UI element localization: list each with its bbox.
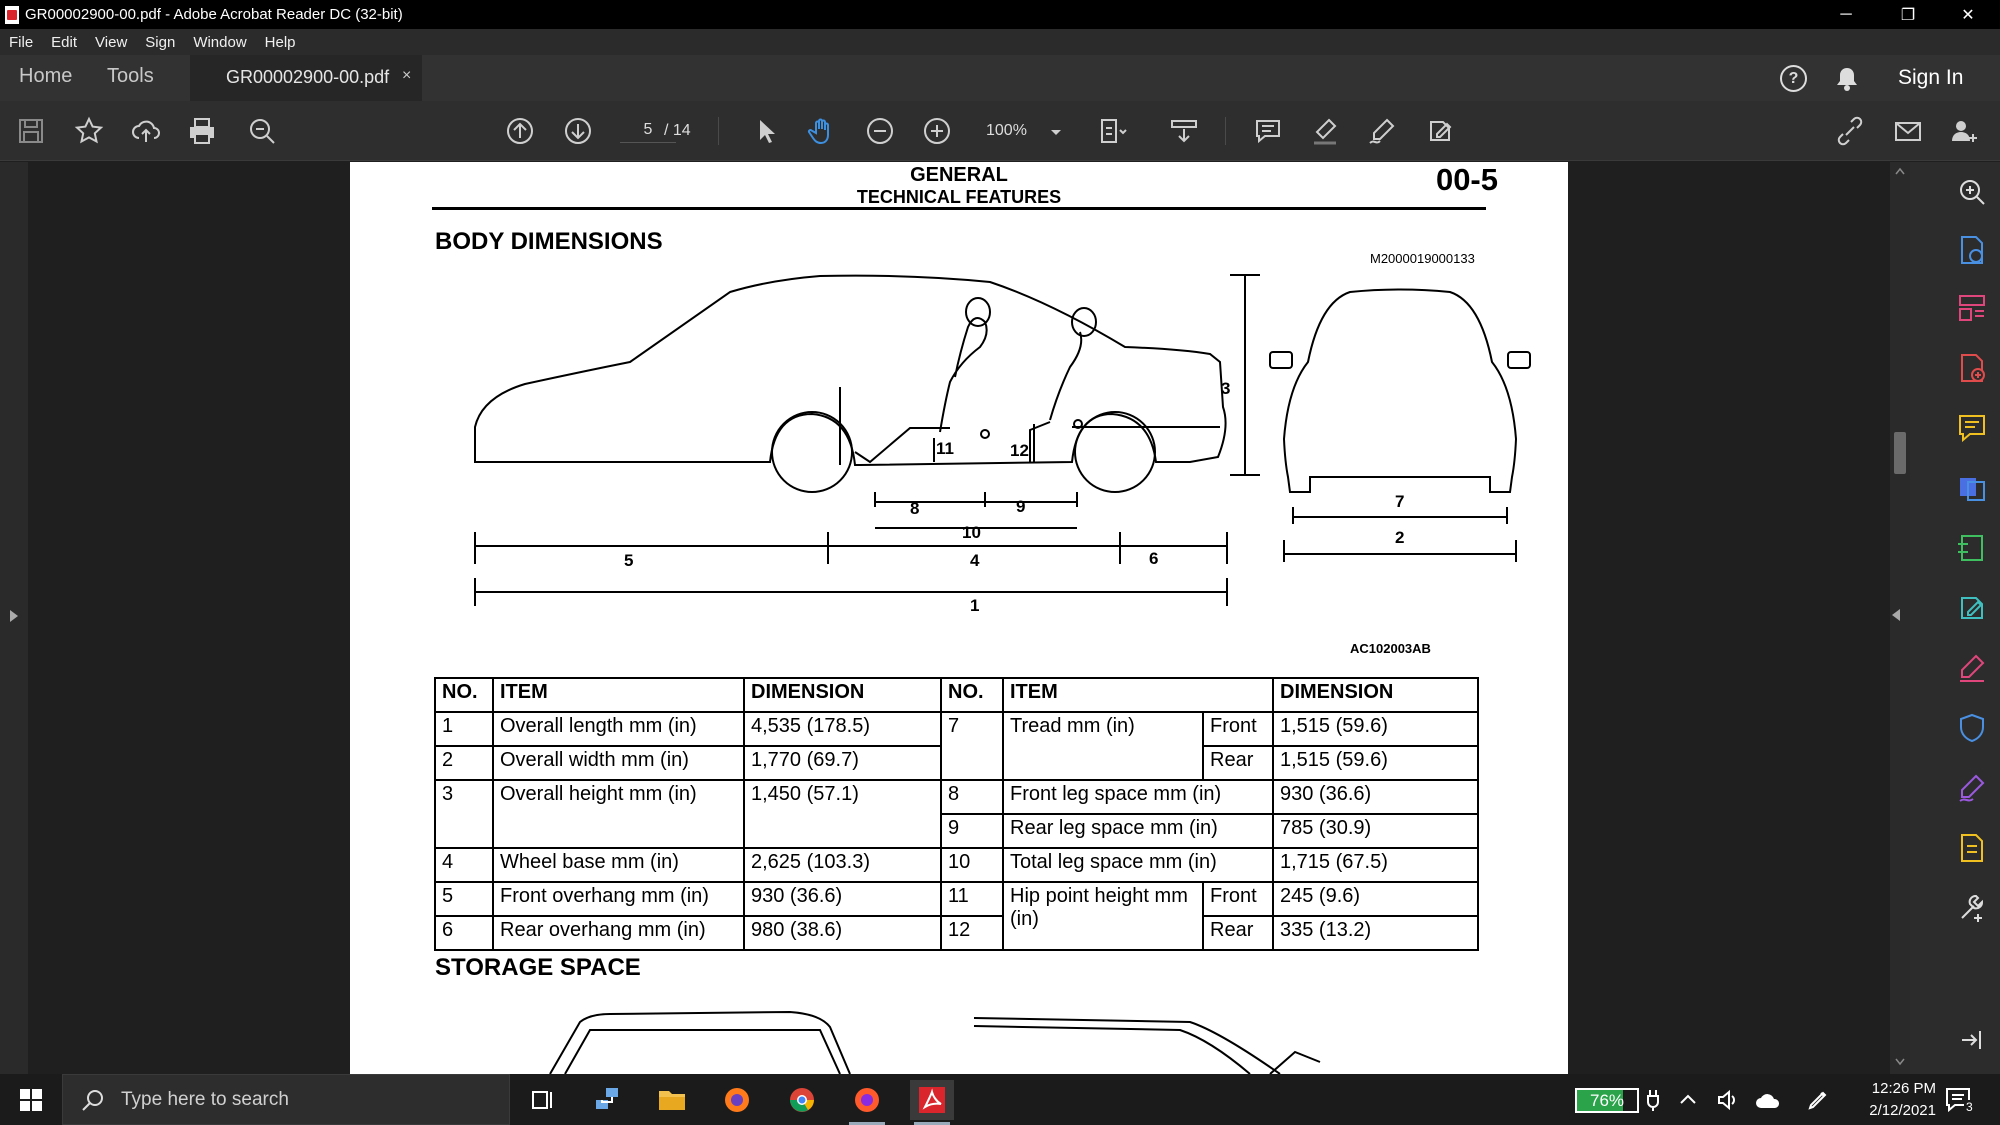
clock-date: 2/12/2021 xyxy=(1869,1102,1936,1119)
search-icon[interactable] xyxy=(1956,176,1988,208)
table-cell: 9 xyxy=(941,814,1003,848)
table-cell: Hip point height mm (in) xyxy=(1003,882,1203,950)
table-row xyxy=(435,780,1478,814)
acrobat-taskbar-icon[interactable] xyxy=(910,1080,954,1120)
plug-icon xyxy=(1646,1088,1660,1112)
header-technical-features: TECHNICAL FEATURES xyxy=(856,187,1062,207)
column-header: ITEM xyxy=(493,678,744,712)
fill-and-sign-icon[interactable] xyxy=(1956,652,1988,684)
table-cell: 1,450 (57.1) xyxy=(744,780,941,848)
pdf-page xyxy=(350,162,1568,1074)
table-cell: Front leg space mm (in) xyxy=(1003,780,1273,814)
page-number-input[interactable]: 5 xyxy=(620,121,676,143)
hand-tool-icon[interactable] xyxy=(806,115,838,147)
dimensions-table xyxy=(434,677,1479,951)
menu-view[interactable]: View xyxy=(95,33,128,51)
close-tab-button[interactable]: × xyxy=(402,67,412,84)
acrobat-pdf-icon xyxy=(5,6,19,24)
table-cell: 1,515 (59.6) xyxy=(1273,712,1478,746)
menu-bar xyxy=(0,29,2000,55)
export-pdf-icon[interactable] xyxy=(1956,234,1988,266)
section-title-body-dimensions: BODY DIMENSIONS xyxy=(435,228,663,255)
table-cell: Overall width mm (in) xyxy=(493,746,744,780)
document-tab-label: GR00002900-00.pdf xyxy=(226,67,390,87)
edit-pdf-icon[interactable] xyxy=(1956,592,1988,624)
compress-pdf-icon[interactable] xyxy=(1956,532,1988,564)
comment-icon[interactable] xyxy=(1252,115,1284,147)
table-cell: Rear xyxy=(1203,746,1273,780)
highlight-icon[interactable] xyxy=(1309,115,1341,147)
toolbar-divider xyxy=(1225,117,1226,145)
request-signature-icon[interactable] xyxy=(1956,772,1988,804)
fit-page-icon[interactable] xyxy=(1097,115,1129,147)
tab-bar xyxy=(0,55,2000,101)
create-pdf-icon[interactable] xyxy=(1956,352,1988,384)
toolbar-divider xyxy=(718,117,719,145)
menu-window[interactable]: Window xyxy=(193,33,247,51)
file-explorer-icon[interactable] xyxy=(650,1080,694,1120)
table-cell: 785 (30.9) xyxy=(1273,814,1478,848)
header-general: GENERAL xyxy=(910,164,1008,186)
title-bar xyxy=(0,0,2000,29)
diagram-label-3: 3 xyxy=(1221,379,1231,398)
protect-shield-icon[interactable] xyxy=(1956,712,1988,744)
window-title: GR00002900-00.pdf - Adobe Acrobat Reader DC (32-bit) xyxy=(25,6,403,23)
table-cell: 12 xyxy=(941,916,1003,950)
table-cell: 11 xyxy=(941,882,1003,916)
zoom-out-icon[interactable] xyxy=(864,115,896,147)
select-cursor-icon[interactable] xyxy=(750,115,782,147)
menu-help[interactable]: Help xyxy=(264,33,296,51)
windows-start-icon[interactable] xyxy=(20,1089,42,1111)
edit-document-icon[interactable] xyxy=(1424,115,1456,147)
zoom-level[interactable]: 100% xyxy=(986,122,1027,139)
table-row xyxy=(435,916,1478,950)
upload-cloud-icon[interactable] xyxy=(130,115,162,147)
column-header: NO. xyxy=(435,678,493,712)
close-window-button[interactable]: ✕ xyxy=(1961,6,1975,24)
table-cell: 7 xyxy=(941,712,1003,780)
find-zoom-icon[interactable] xyxy=(246,115,278,147)
windows-taskbar xyxy=(0,1074,2000,1125)
storage-space-diagram xyxy=(350,1002,1568,1074)
email-icon[interactable] xyxy=(1892,115,1924,147)
search-icon xyxy=(81,1088,105,1112)
diagram-label-1: 1 xyxy=(970,596,980,615)
table-row xyxy=(435,882,1478,916)
onedrive-cloud-icon[interactable] xyxy=(1754,1088,1782,1112)
share-link-icon[interactable] xyxy=(1834,115,1866,147)
table-header-row xyxy=(435,678,1478,712)
sign-in-button[interactable]: Sign In xyxy=(1898,66,1964,89)
firefox-dev-icon[interactable] xyxy=(845,1080,889,1120)
table-cell: 335 (13.2) xyxy=(1273,916,1478,950)
reference-code: M2000019000133 xyxy=(1370,251,1475,266)
scroll-up-icon[interactable] xyxy=(1894,166,1906,176)
diagram-label-5: 5 xyxy=(624,551,634,570)
restore-button[interactable]: ❐ xyxy=(1900,6,1916,24)
figure-code: AC102003AB xyxy=(1350,641,1431,656)
column-header: DIMENSION xyxy=(1273,678,1478,712)
battery-percent: 76% xyxy=(1589,1091,1625,1110)
table-row xyxy=(435,712,1478,746)
table-cell: 5 xyxy=(435,882,493,916)
table-cell: Front overhang mm (in) xyxy=(493,882,744,916)
diagram-label-6: 6 xyxy=(1149,549,1159,568)
column-header: ITEM xyxy=(1003,678,1273,712)
body-dimensions-diagram xyxy=(350,162,1568,662)
tab-tools[interactable]: Tools xyxy=(107,65,154,87)
table-cell: Tread mm (in) xyxy=(1003,712,1203,780)
left-panel-rail xyxy=(0,162,28,1074)
table-cell: Total leg space mm (in) xyxy=(1003,848,1273,882)
tab-home[interactable]: Home xyxy=(19,65,73,87)
minimize-button[interactable]: ─ xyxy=(1840,5,1852,23)
menu-edit[interactable]: Edit xyxy=(51,33,78,51)
table-cell: 2,625 (103.3) xyxy=(744,848,941,882)
table-cell: 1,515 (59.6) xyxy=(1273,746,1478,780)
chevron-up-icon[interactable] xyxy=(1678,1090,1698,1110)
diagram-label-11: 11 xyxy=(936,439,954,458)
table-cell: 1,715 (67.5) xyxy=(1273,848,1478,882)
table-cell: Front xyxy=(1203,882,1273,916)
scroll-down-icon[interactable] xyxy=(1894,1057,1906,1067)
menu-sign[interactable]: Sign xyxy=(145,33,176,51)
system-clock[interactable] xyxy=(1842,1078,1936,1122)
menu-file[interactable]: File xyxy=(9,33,34,51)
diagram-label-4: 4 xyxy=(970,551,980,570)
diagram-label-10: 10 xyxy=(962,523,981,542)
table-cell: Overall length mm (in) xyxy=(493,712,744,746)
table-cell: 980 (38.6) xyxy=(744,916,941,950)
table-cell: 4 xyxy=(435,848,493,882)
pen-icon[interactable] xyxy=(1806,1088,1830,1112)
diagram-label-8: 8 xyxy=(910,499,920,518)
table-cell: Overall height mm (in) xyxy=(493,780,744,848)
bell-icon[interactable] xyxy=(1834,65,1860,98)
diagram-label-2: 2 xyxy=(1395,528,1405,547)
add-user-icon[interactable] xyxy=(1948,115,1980,147)
scroll-mode-icon[interactable] xyxy=(1168,115,1200,147)
page-total: / 14 xyxy=(664,122,691,139)
table-cell: Wheel base mm (in) xyxy=(493,848,744,882)
chrome-icon[interactable] xyxy=(780,1080,824,1120)
table-cell: 4,535 (178.5) xyxy=(744,712,941,746)
diagram-label-9: 9 xyxy=(1016,497,1026,516)
combine-files-icon[interactable] xyxy=(1956,472,1988,504)
page-number-label: 00-5 xyxy=(1435,162,1498,197)
chevron-down-icon[interactable] xyxy=(1040,117,1072,149)
table-cell: 930 (36.6) xyxy=(1273,780,1478,814)
table-cell: 10 xyxy=(941,848,1003,882)
tab-document[interactable] xyxy=(190,55,422,101)
collapse-panel-icon[interactable] xyxy=(1958,1026,1986,1054)
table-cell: 1 xyxy=(435,712,493,746)
diagram-label-12: 12 xyxy=(1010,441,1029,460)
section-title-storage-space: STORAGE SPACE xyxy=(435,954,641,981)
table-cell: 6 xyxy=(435,916,493,950)
table-cell: 245 (9.6) xyxy=(1273,882,1478,916)
print-icon[interactable] xyxy=(186,115,218,147)
scrollbar-thumb[interactable] xyxy=(1894,432,1906,474)
battery-indicator[interactable] xyxy=(1575,1088,1639,1113)
column-header: NO. xyxy=(941,678,1003,712)
expand-left-panel-icon[interactable] xyxy=(8,608,20,624)
star-icon[interactable] xyxy=(73,115,105,147)
fill-sign-icon[interactable] xyxy=(1366,115,1398,147)
table-cell: Rear overhang mm (in) xyxy=(493,916,744,950)
table-cell: 8 xyxy=(941,780,1003,814)
table-cell: Rear xyxy=(1203,916,1273,950)
comment-tool-icon[interactable] xyxy=(1956,412,1988,444)
taskbar-search-box[interactable] xyxy=(62,1074,510,1125)
help-icon[interactable]: ? xyxy=(1780,65,1807,92)
previous-page-icon[interactable] xyxy=(504,115,536,147)
organize-pages-icon[interactable] xyxy=(1956,292,1988,324)
table-row xyxy=(435,848,1478,882)
send-for-review-icon[interactable] xyxy=(1956,832,1988,864)
table-cell: Rear leg space mm (in) xyxy=(1003,814,1273,848)
more-tools-icon[interactable] xyxy=(1956,892,1988,924)
diagram-label-7: 7 xyxy=(1395,492,1405,511)
clock-time: 12:26 PM xyxy=(1871,1080,1936,1097)
right-tools-panel xyxy=(1910,162,2000,1074)
column-header: DIMENSION xyxy=(744,678,941,712)
table-cell: 930 (36.6) xyxy=(744,882,941,916)
table-cell: Front xyxy=(1203,712,1273,746)
notification-count: 3 xyxy=(1966,1100,1973,1114)
next-page-icon[interactable] xyxy=(562,115,594,147)
zoom-in-icon[interactable] xyxy=(921,115,953,147)
collapse-right-panel-icon[interactable] xyxy=(1890,607,1902,623)
toolbar xyxy=(0,101,2000,161)
table-cell: 1,770 (69.7) xyxy=(744,746,941,780)
firefox-icon[interactable] xyxy=(715,1080,759,1120)
search-placeholder: Type here to search xyxy=(121,1089,289,1110)
task-view-icon[interactable] xyxy=(520,1080,564,1120)
network-app-icon[interactable] xyxy=(585,1080,629,1120)
table-cell: 2 xyxy=(435,746,493,780)
table-cell: 3 xyxy=(435,780,493,848)
save-icon[interactable] xyxy=(15,115,47,147)
volume-icon[interactable] xyxy=(1716,1088,1740,1112)
